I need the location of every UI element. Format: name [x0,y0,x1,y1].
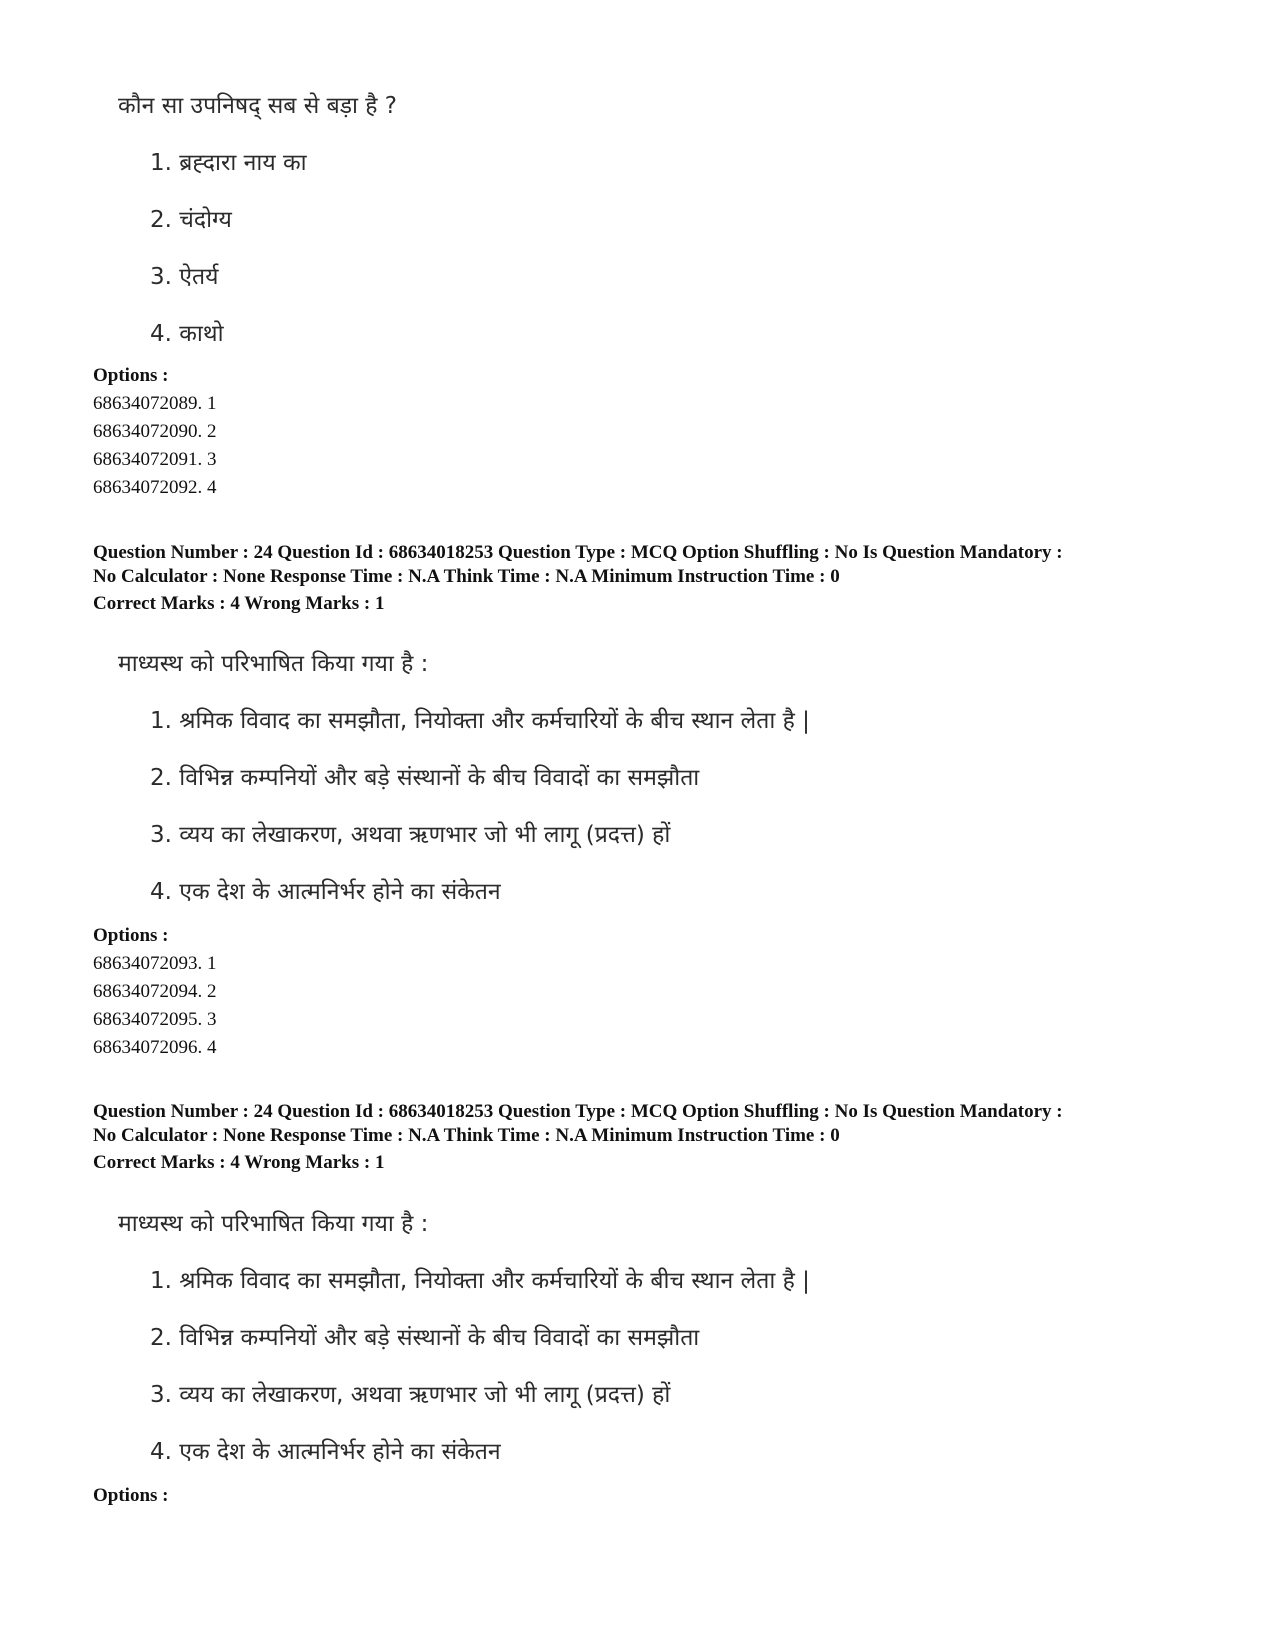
options-label: Options : [93,1485,169,1506]
question-meta [93,541,1203,589]
question-choice: 2. चंदोग्य [150,207,232,233]
question-choice: 4. काथो [150,321,224,347]
question-text: माध्यस्थ को परिभाषित किया गया है : [118,651,429,677]
marks-line: Correct Marks : 4 Wrong Marks : 1 [93,593,385,614]
question-meta-line: Question Number : 24 Question Id : 68634018253 Question Type : MCQ Option Shuffling : No Is Question Mandatory : [93,542,1063,563]
marks-line: Correct Marks : 4 Wrong Marks : 1 [93,1152,385,1173]
option-id: 68634072096. 4 [93,1037,217,1058]
question-choice: 4. एक देश के आत्मनिर्भर होने का संकेतन [150,1439,501,1465]
question-choice: 3. ऐतर्य [150,264,219,290]
question-choice: 2. विभिन्न कम्पनियों और बड़े संस्थानों के बीच विवादों का समझौता [150,765,700,791]
question-meta [93,1100,1203,1148]
question-choice: 1. श्रमिक विवाद का समझौता, नियोक्ता और कर्मचारियों के बीच स्थान लेता है | [150,1268,810,1294]
option-id: 68634072093. 1 [93,953,217,974]
question-choice: 3. व्यय का लेखाकरण, अथवा ऋणभार जो भी लागू (प्रदत्त) हों [150,822,671,848]
option-id: 68634072091. 3 [93,449,217,470]
question-meta-line: No Calculator : None Response Time : N.A Think Time : N.A Minimum Instruction Time : 0 [93,566,840,587]
options-label: Options : [93,925,169,946]
question-meta-line: Question Number : 24 Question Id : 68634018253 Question Type : MCQ Option Shuffling : No Is Question Mandatory : [93,1101,1063,1122]
question-choice: 1. ब्रह्दारा नाय का [150,150,307,176]
question-choice: 3. व्यय का लेखाकरण, अथवा ऋणभार जो भी लागू (प्रदत्त) हों [150,1382,671,1408]
options-label: Options : [93,365,169,386]
option-id: 68634072092. 4 [93,477,217,498]
question-text: माध्यस्थ को परिभाषित किया गया है : [118,1211,429,1237]
question-meta-line: No Calculator : None Response Time : N.A Think Time : N.A Minimum Instruction Time : 0 [93,1125,840,1146]
option-id: 68634072090. 2 [93,421,217,442]
question-choice: 4. एक देश के आत्मनिर्भर होने का संकेतन [150,879,501,905]
question-choice: 1. श्रमिक विवाद का समझौता, नियोक्ता और कर्मचारियों के बीच स्थान लेता है | [150,708,810,734]
option-id: 68634072089. 1 [93,393,217,414]
option-id: 68634072094. 2 [93,981,217,1002]
question-choice: 2. विभिन्न कम्पनियों और बड़े संस्थानों के बीच विवादों का समझौता [150,1325,700,1351]
question-text: कौन सा उपनिषद् सब से बड़ा है ? [118,93,398,119]
option-id: 68634072095. 3 [93,1009,217,1030]
